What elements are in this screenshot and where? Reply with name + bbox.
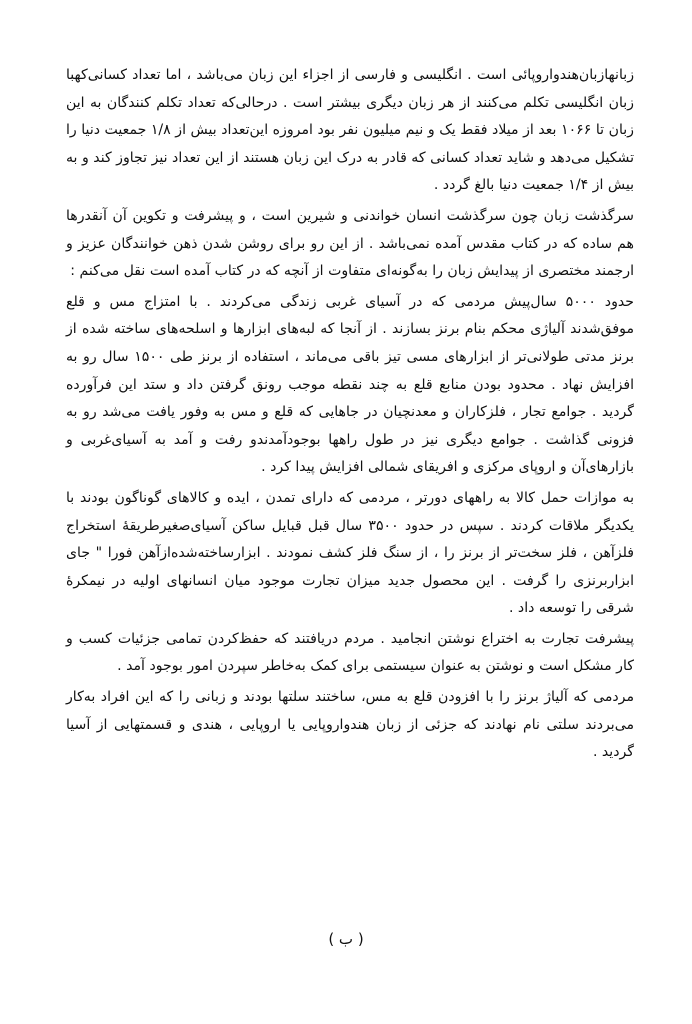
paragraph-5: پیشرفت تجارت به اختراع نوشتن انجامید . مردم دریافتند که حفظ‌کردن تمامی جزئیات کسب و کار مشکل است و نوشتن به عنوان سیستمی برای کمک به‌خاطر سپردن امور بوجود آمد . — [66, 630, 634, 675]
paragraph-2: سرگذشت زبان چون سرگذشت انسان خواندنی و شیرین است ، و پیشرفت و تکوین آن آنقدرها هم ساده که در کتاب مقدس آمده نمی‌باشد . از این رو برای روشن شدن ذهن خوانندگان عزیز و ارجمند مختصری از پیدایش زبان را به‌گونه‌ای متفاوت از آنچه که در کتاب آمده است نقل می‌کنم : — [66, 207, 634, 280]
paragraph-1: زبانهازبان‌هندواروپائی است . انگلیسی و فارسی از اجزاء این زبان می‌باشد ، اما تعداد کسانی‌کهبا زبان انگلیسی تکلم می‌کنند از هر زبان دیگری بیشتر است . درحالی‌که تعداد تکلم کنندگان به این زبان تا ۱۰۶۶ بعد از میلاد فقط یک و نیم میلیون نفر بود امروزه این‌تعداد بیش از ۱/۸ جمعیت دنیا را تشکیل می‌دهد و شاید تعداد کسانی که قادر به درک این زبان هستند از این تعداد نیز تجاوز کند و به بیش از ۱/۴ جمعیت دنیا بالغ گردد . — [66, 67, 634, 194]
paragraph-3: حدود ۵۰۰۰ سال‌پیش مردمی که در آسیای غربی زندگی می‌کردند . با امتزاج مس و قلع موفق‌شدند آلیاژی محکم بنام برنز بسازند . از آنجا که لبه‌های ابزارها و اسلحه‌های ساخته شده از برنز مدتی طولانی‌تر از ابزارهای مسی تیز باقی می‌ماند ، استفاده از برنز طی ۱۵۰۰ سال رو به افزایش نهاد . محدود بودن منابع قلع به چند نقطه موجب رونق گرفتن داد و ستد این فرآورده گردید . جوامع تجار ، فلزکاران و معدنچیان در جاهایی که قلع و مس به وفور یافت می‌شد رو به فزونی گذاشت . جوامع دیگری نیز در طول راهها بوجودآمدندو رفت و آمد به آسیای‌غربی و بازارهای‌آن و اروپای مرکزی و افریقای شمالی افزایش پیدا کرد . — [66, 293, 635, 476]
paragraph-6: مردمی که آلیاژ برنز را با افزودن قلع به مس، ساختند سلتها بودند و زبانی را که این افراد به‌کار می‌بردند سلتی نام نهادند که جزئی از زبان هندواروپایی یا اروپایی ، هندی و قسمتهایی از آسیا گردید . — [66, 689, 634, 761]
page-number: ( ب ) — [328, 930, 364, 948]
paragraph-4: به موازات حمل کالا به راههای دورتر ، مردمی که دارای تمدن ، ایده و کالاهای گوناگون بودند با یکدیگر ملاقات کردند . سپس در حدود ۳۵۰۰ سال قبل قبایل ساکن آسیای‌صغیرطریقهٔ استخراج فلزآهن ، فلز سخت‌تر از برنز را ، از سنگ فلز کشف نمودند . ابزارساخته‌شده‌ازآهن فورا " جای ابزاربرنزی را گرفت . این محصول جدید میزان تجارت موجود میان انسانهای اولیه در نیمکرهٔ شرقی را توسعه داد . — [66, 489, 635, 617]
